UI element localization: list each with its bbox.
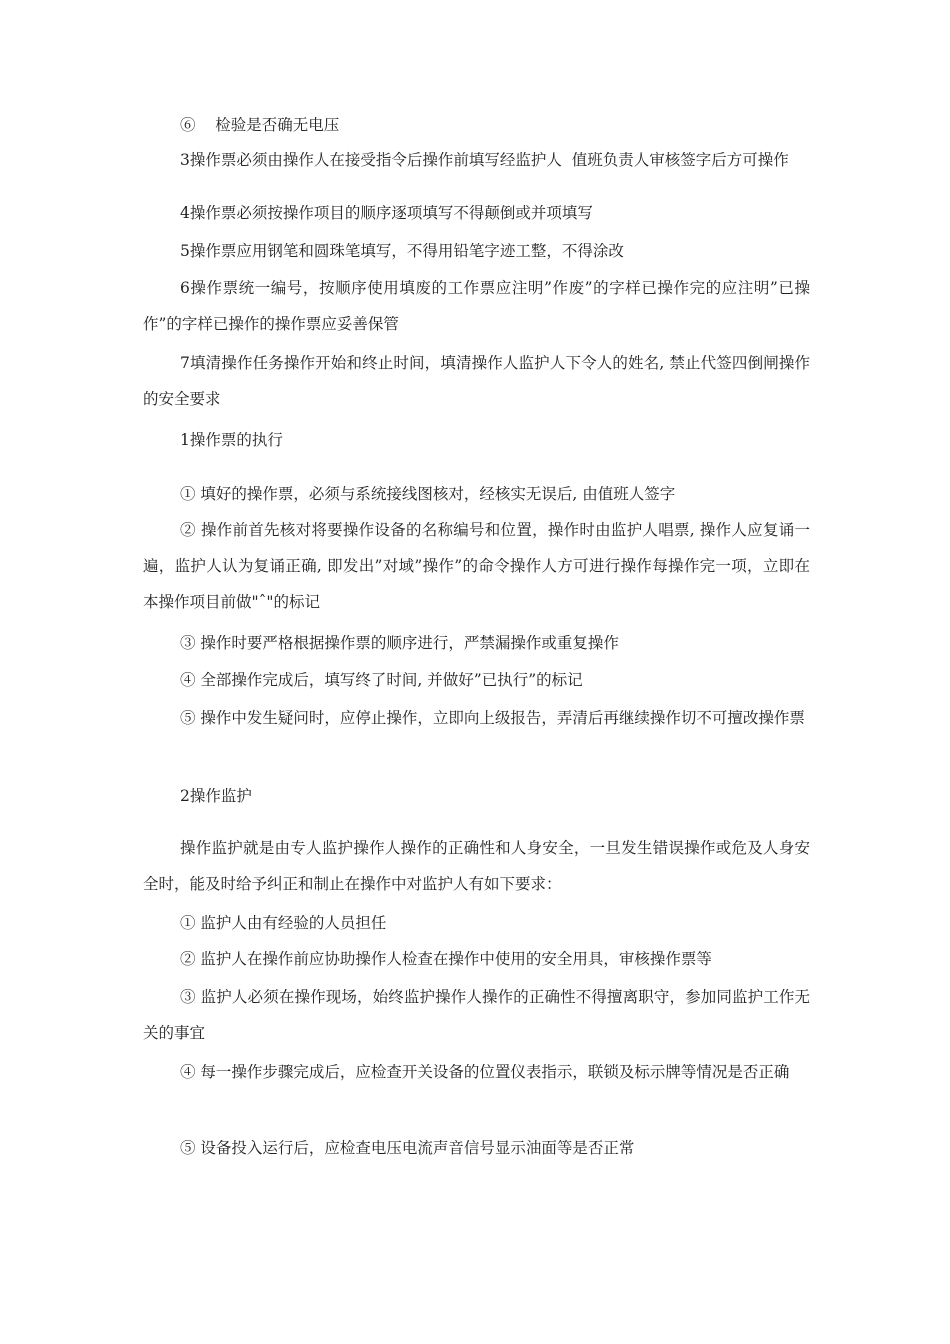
paragraph-supervision-4: ④ 每一操作步骤完成后，应检查开关设备的位置仪表指示，联锁及标示牌等情况是否正确 bbox=[180, 1063, 790, 1081]
paragraph-execution-1: ① 填好的操作票，必须与系统接线图核对，经核实无误后, 由值班人签字 bbox=[180, 485, 676, 503]
paragraph-rule-6: 6操作票统一编号，按顺序使用填废的工作票应注明”作废”的字样已操作完的应注明”已操作”的字样已操作的操作票应妥善保管 bbox=[143, 279, 810, 333]
paragraph-supervision-5: ⑤ 设备投入运行后，应检查电压电流声音信号显示油面等是否正常 bbox=[180, 1139, 635, 1157]
section-heading-supervision: 2操作监护 bbox=[180, 787, 252, 805]
paragraph-execution-3: ③ 操作时要严格根据操作票的顺序进行，严禁漏操作或重复操作 bbox=[180, 634, 619, 652]
paragraph-supervision-2: ② 监护人在操作前应协助操作人检查在操作中使用的安全用具，审核操作票等 bbox=[180, 950, 712, 968]
paragraph-supervision-1: ① 监护人由有经验的人员担任 bbox=[180, 914, 387, 932]
paragraph-rule-7: 7填清操作任务操作开始和终止时间，填清操作人监护人下令人的姓名, 禁止代签四倒闸操作的安全要求 bbox=[143, 354, 810, 408]
paragraph-rule-5: 5操作票应用钢笔和圆珠笔填写，不得用铅笔字迹工整，不得涂改 bbox=[180, 242, 624, 260]
section-heading-execution: 1操作票的执行 bbox=[180, 431, 283, 449]
paragraph-rule-4: 4操作票必须按操作项目的顺序逐项填写不得颠倒或并项填写 bbox=[180, 204, 593, 222]
paragraph-verify-no-voltage: ⑥ 检验是否确无电压 bbox=[180, 116, 340, 134]
paragraph-supervision-intro: 操作监护就是由专人监护操作人操作的正确性和人身安全，一旦发生错误操作或危及人身安全时，能及时给予纠正和制止在操作中对监护人有如下要求： bbox=[143, 839, 810, 893]
paragraph-execution-4: ④ 全部操作完成后，填写终了时间, 并做好”已执行”的标记 bbox=[180, 671, 583, 689]
paragraph-execution-2: ② 操作前首先核对将要操作设备的名称编号和位置，操作时由监护人唱票, 操作人应复诵一遍，监护人认为复诵正确, 即发出”对域”操作”的命令操作人方可进行操作每操作完一项，立即在本操作项目前做"ˆ"的标记 bbox=[143, 521, 810, 611]
paragraph-execution-5: ⑤ 操作中发生疑问时，应停止操作，立即向上级报告，弄清后再继续操作切不可擅改操作票 bbox=[180, 709, 805, 727]
paragraph-supervision-3: ③ 监护人必须在操作现场，始终监护操作人操作的正确性不得擅离职守，参加同监护工作无关的事宜 bbox=[143, 988, 810, 1042]
paragraph-rule-3: 3操作票必须由操作人在接受指令后操作前填写经监护人 值班负责人审核签字后方可操作 bbox=[180, 151, 789, 169]
